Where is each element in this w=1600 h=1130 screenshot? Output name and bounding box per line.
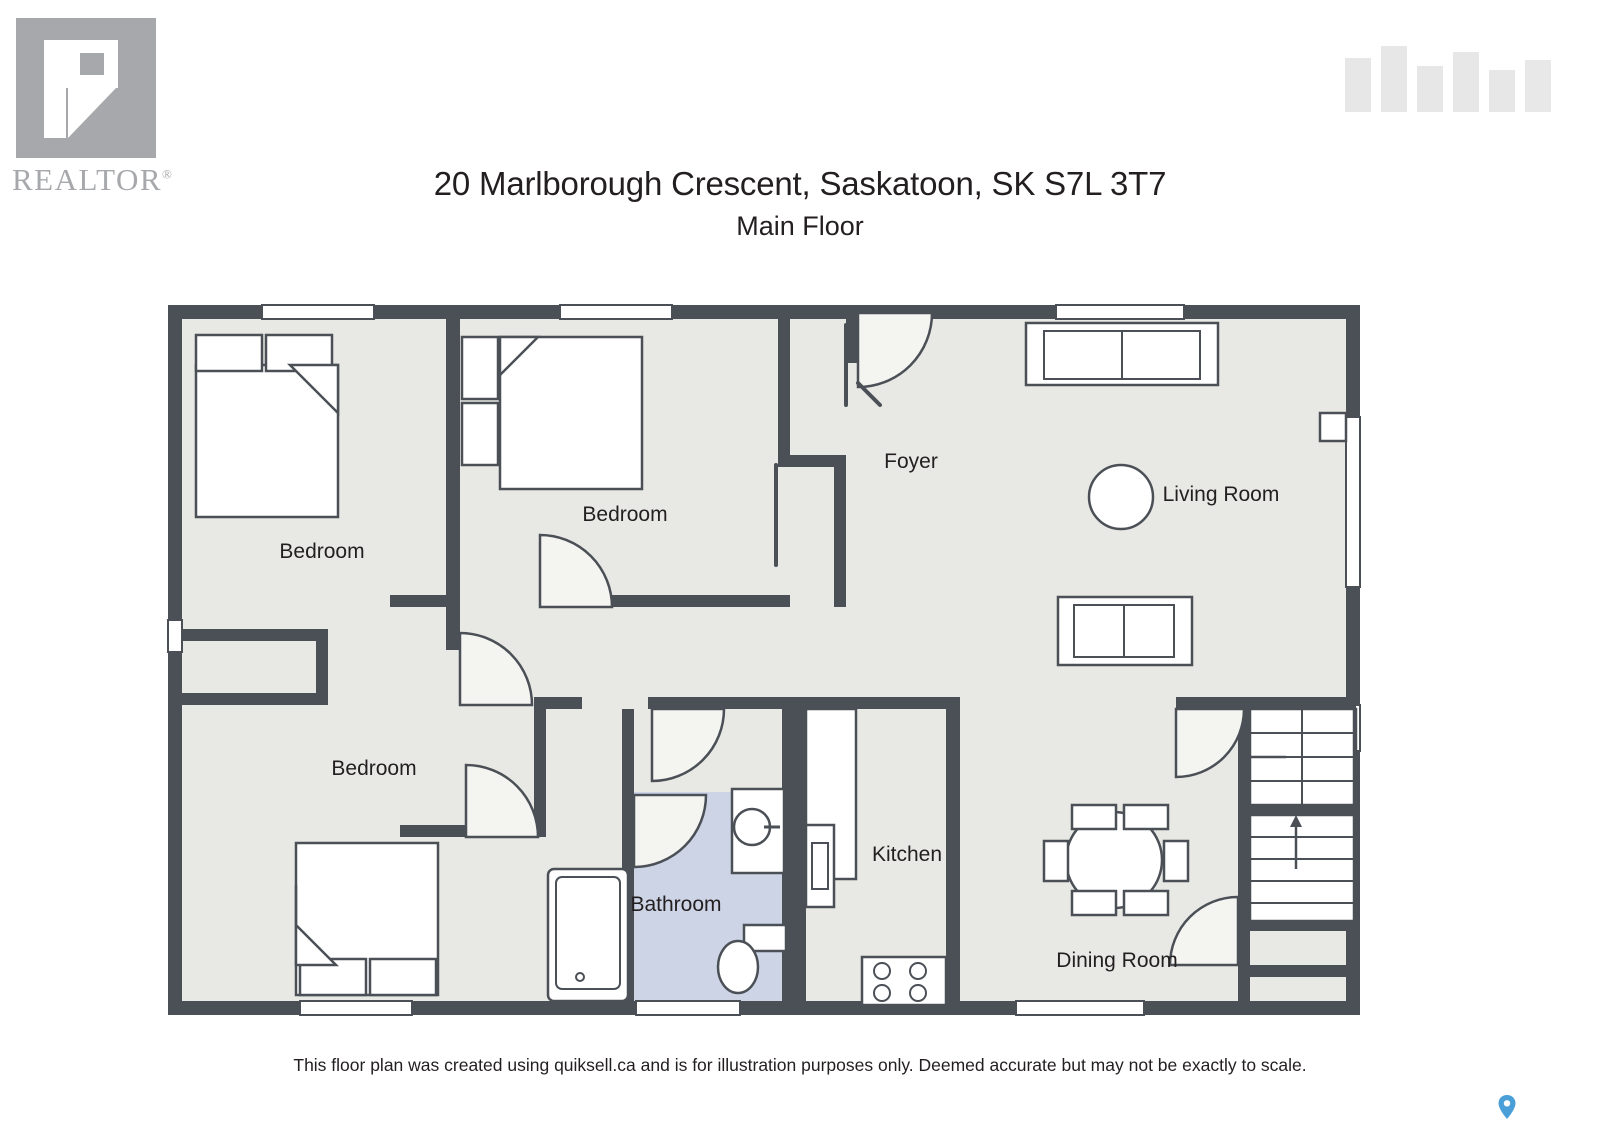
realtor-mark-bar	[44, 40, 66, 138]
stairs	[1238, 709, 1354, 921]
dining-chair	[1124, 891, 1168, 915]
title-block	[0, 165, 1600, 242]
bed	[500, 337, 642, 489]
realtor-r-mark	[16, 18, 156, 158]
sink-basin	[812, 843, 828, 889]
bedroom-top-middle-furniture	[462, 337, 642, 489]
room-label-dining-room: Dining Room	[1056, 949, 1178, 972]
bedroom-bottom-left-furniture	[296, 843, 438, 995]
pillow	[462, 337, 498, 399]
bedroom-top-left-furniture	[196, 335, 338, 517]
page-subtitle: Main Floor	[736, 211, 864, 241]
dining-chair	[1044, 841, 1068, 881]
map-pin-icon	[1496, 1094, 1518, 1120]
media-unit	[1320, 413, 1346, 441]
registered-mark: ®	[162, 166, 174, 182]
toilet-bowl	[718, 941, 758, 993]
dining-chair	[1072, 805, 1116, 829]
floor-plan-svg	[0, 265, 1600, 1055]
realtor-mark-leg	[68, 88, 116, 138]
dining-chair	[1164, 841, 1188, 881]
realtor-wordmark-text: REALTOR	[12, 162, 163, 197]
room-label-foyer: Foyer	[884, 450, 938, 473]
realtor-mark-bowl-hole	[80, 53, 104, 75]
room-label-bedroom-2: Bedroom	[582, 503, 668, 526]
dining-chair	[1072, 891, 1116, 915]
dining-chair	[1124, 805, 1168, 829]
room-label-bedroom-3: Bedroom	[331, 757, 417, 780]
floor-plan	[0, 265, 1600, 1055]
pillow	[370, 959, 436, 995]
pillow	[196, 335, 262, 371]
room-label-bathroom: Bathroom	[630, 893, 722, 916]
round-table	[1089, 465, 1153, 529]
pillow	[462, 403, 498, 465]
page-title: 20 Marlborough Crescent, Saskatoon, SK S7L 3T7	[433, 165, 1167, 202]
stairs-up	[1250, 815, 1354, 921]
disclaimer-text: This floor plan was created using quiksell.ca and is for illustration purposes only. Deemed accurate but may not be exactly to scale.	[293, 1055, 1307, 1075]
watermark-top-right	[1337, 40, 1582, 130]
room-label-living-room: Living Room	[1162, 483, 1280, 506]
room-label-kitchen: Kitchen	[871, 843, 943, 866]
room-label-bedroom-1: Bedroom	[279, 540, 365, 563]
